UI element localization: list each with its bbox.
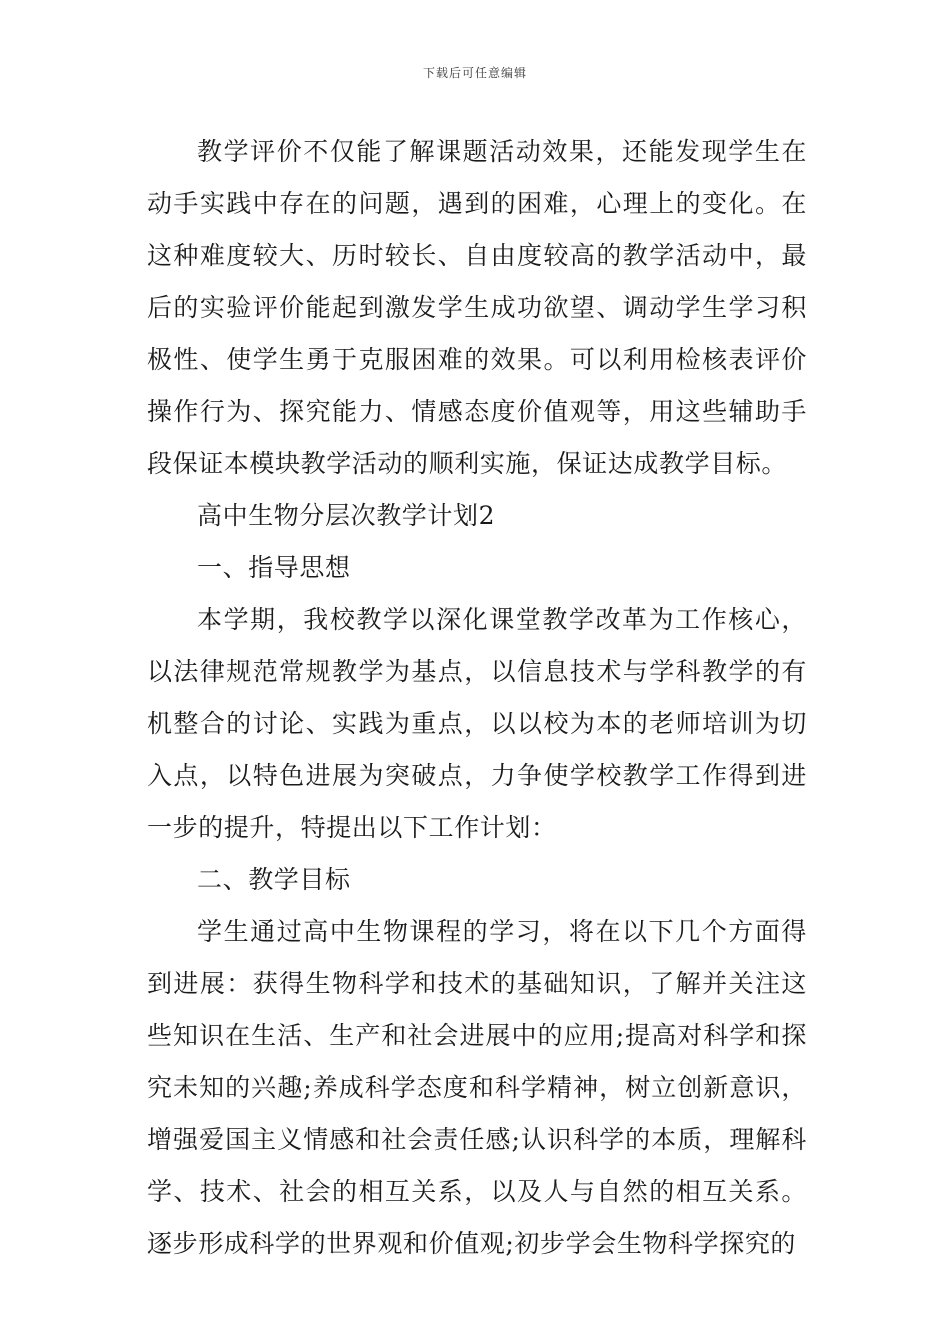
section-title-plan: 高中生物分层次教学计划2 bbox=[197, 501, 496, 530]
document-body bbox=[147, 126, 807, 1270]
paragraph-evaluation: 教学评价不仅能了解课题活动效果，还能发现学生在动手实践中存在的问题，遇到的困难，心理上的变化。在这种难度较大、历时较长、自由度较高的教学活动中，最后的实验评价能起到激发学生成功欲望、调动学生学习积极性、使学生勇于克服困难的效果。可以利用检核表评价操作行为、探究能力、情感态度价值观等，用这些辅助手段保证本模块教学活动的顺利实施，保证达成教学目标。 bbox=[147, 137, 807, 478]
heading-teaching-goals: 二、教学目标 bbox=[197, 865, 351, 894]
heading-guiding-ideology: 一、指导思想 bbox=[197, 553, 351, 582]
paragraph-teaching-goals: 学生通过高中生物课程的学习，将在以下几个方面得到进展：获得生物科学和技术的基础知识，了解并关注这些知识在生活、生产和社会进展中的应用;提高对科学和探究未知的兴趣;养成科学态度和科学精神，树立创新意识，增强爱国主义情感和社会责任感;认识科学的本质，理解科学、技术、社会的相互关系，以及人与自然的相互关系。逐步形成科学的世界观和价值观;初步学会生物科学探究的 bbox=[147, 917, 807, 1258]
page-header-note: 下载后可任意编辑 bbox=[422, 66, 527, 80]
paragraph-guiding-ideology: 本学期，我校教学以深化课堂教学改革为工作核心，以法律规范常规教学为基点，以信息技术与学科教学的有机整合的讨论、实践为重点，以以校为本的老师培训为切入点，以特色进展为突破点，力争使学校教学工作得到进一步的提升，特提出以下工作计划： bbox=[147, 605, 807, 842]
